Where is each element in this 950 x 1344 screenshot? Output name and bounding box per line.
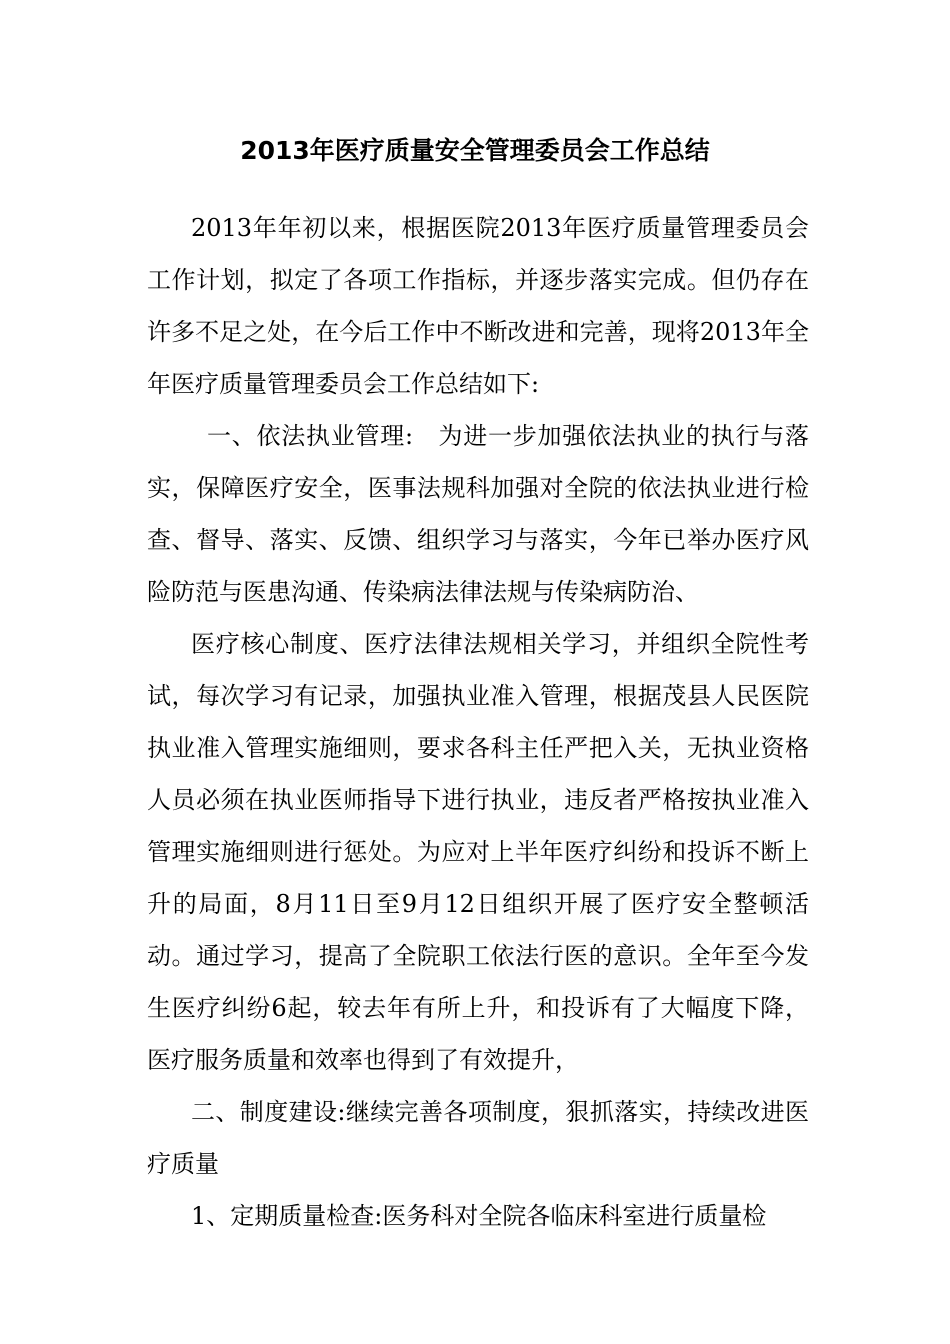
paragraph-section-2: 二、制度建设:继续完善各项制度，狠抓落实，持续改进医疗质量 — [147, 1098, 809, 1178]
paragraph-intro: 2013年年初以来，根据医院2013年医疗质量管理委员会工作计划，拟定了各项工作指标，并逐步落实完成。但仍存在许多不足之处，在今后工作中不断改进和完善，现将2013年全年医疗质量管理委员会工作总结如下: — [147, 214, 809, 398]
paragraph-section-1: 一、依法执业管理: 为进一步加强依法执业的执行与落实，保障医疗安全，医事法规科加强对全院的依法执业进行检查、督导、落实、反馈、组织学习与落实，今年已举办医疗风险防范与医患沟通、传染病法律法规与传染病防治、 — [147, 422, 809, 606]
document-body — [147, 202, 809, 1242]
document-title: 2013年医疗质量安全管理委员会工作总结 — [240, 136, 710, 165]
paragraph-section-1-continued: 医疗核心制度、医疗法律法规相关学习，并组织全院性考试，每次学习有记录，加强执业准入管理，根据茂县人民医院执业准入管理实施细则，要求各科主任严把入关，无执业资格人员必须在执业医师指导下进行执业，违反者严格按执业准入管理实施细则进行惩处。为应对上半年医疗纠纷和投诉不断上升的局面，8月11日至9月12日组织开展了医疗安全整顿活动。通过学习，提高了全院职工依法行医的意识。全年至今发生医疗纠纷6起，较去年有所上升，和投诉有了大幅度下降，医疗服务质量和效率也得到了有效提升， — [147, 630, 809, 1074]
paragraph-section-2-item-1: 1、定期质量检查:医务科对全院各临床科室进行质量检 — [191, 1202, 767, 1230]
